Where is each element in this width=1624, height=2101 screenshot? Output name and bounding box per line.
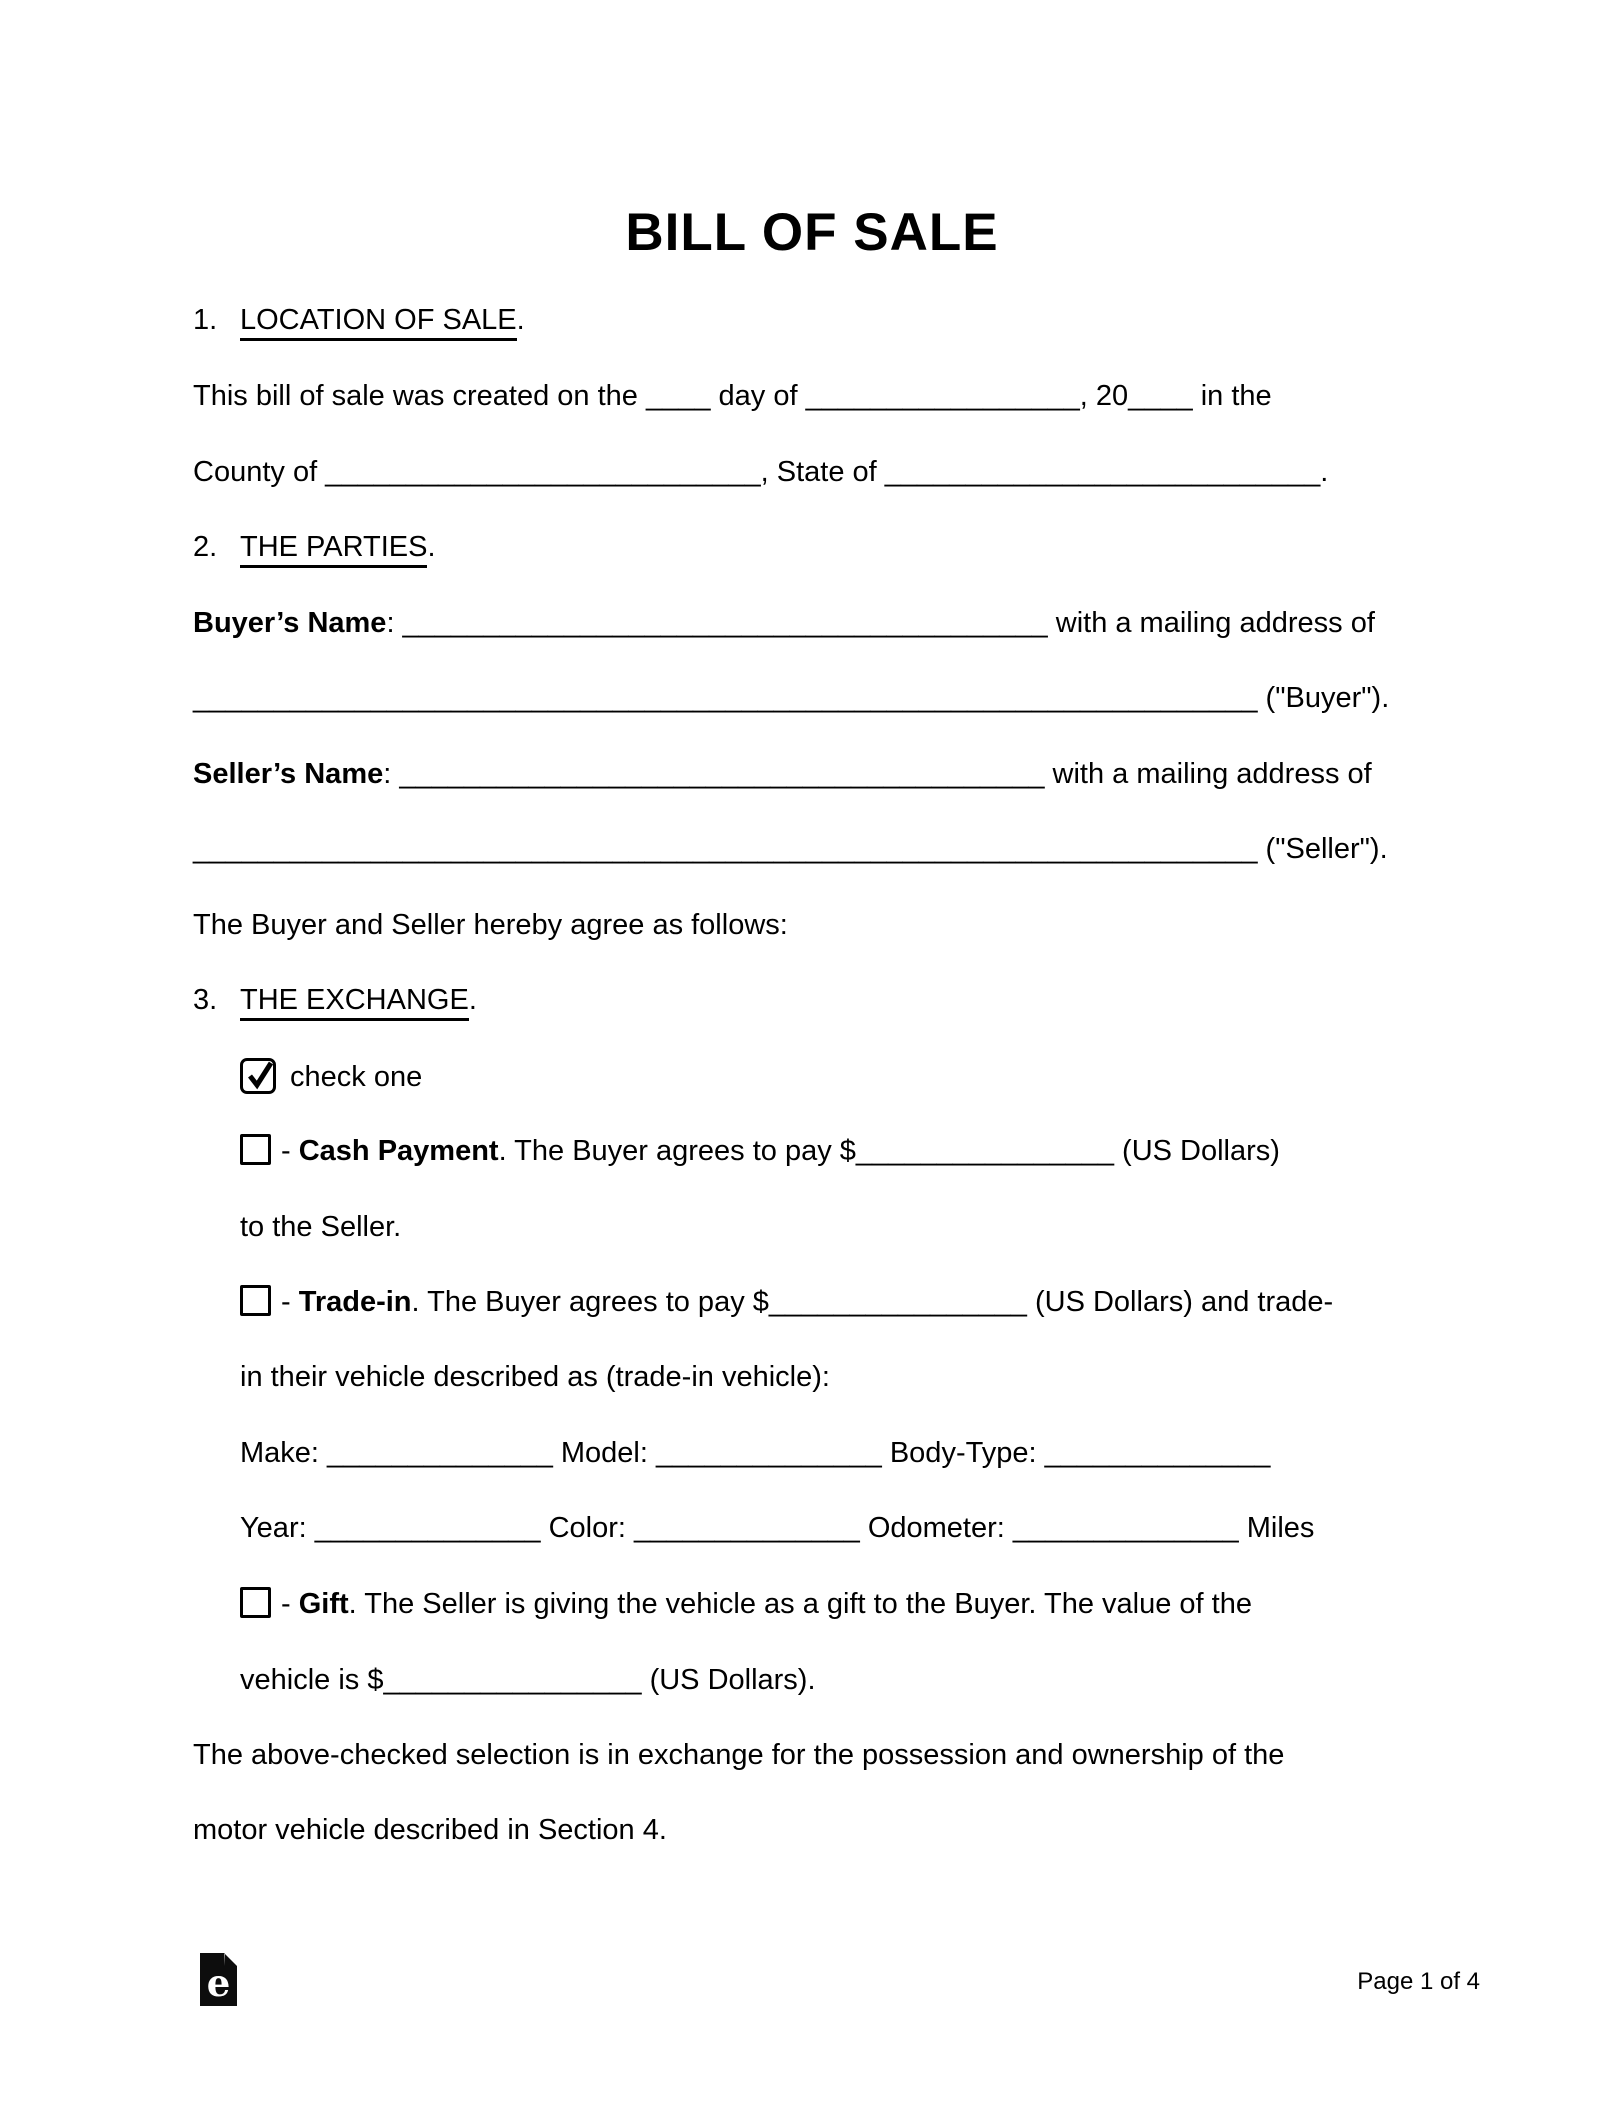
section-heading-period: . — [468, 984, 477, 1016]
section-number: 2. — [193, 531, 218, 563]
trade-in-option-line — [240, 1284, 1333, 1320]
gift-label: Gift — [298, 1588, 349, 1620]
eforms-document-logo — [200, 1953, 237, 2006]
section-heading-period: . — [427, 531, 436, 563]
section-heading-period: . — [516, 304, 525, 336]
buyer-name-blank: : ________________________________________ with a mailing address of — [386, 607, 1375, 639]
seller-name-blank: : ________________________________________ with a mailing address of — [383, 758, 1372, 790]
page-title: BILL OF SALE — [625, 202, 999, 262]
section-heading-text: THE PARTIES — [240, 531, 427, 568]
cash-payment-text: . The Buyer agrees to pay $________________ (US Dollars) — [498, 1135, 1280, 1167]
cash-payment-option-line — [240, 1133, 1280, 1169]
section-heading-text: THE EXCHANGE — [240, 984, 469, 1021]
buyer-address-line: __________________________________________________________________ ("Buyer"). — [193, 682, 1390, 714]
option-dash: - — [281, 1135, 299, 1167]
location-paragraph-line-1: This bill of sale was created on the ____ day of _________________, 20____ in the — [193, 380, 1272, 412]
agreement-intro-line: The Buyer and Seller hereby agree as follows: — [193, 909, 788, 941]
seller-name-label: Seller’s Name — [193, 758, 384, 790]
check-one-label: check one — [290, 1061, 423, 1093]
seller-name-line — [193, 756, 1372, 792]
buyer-name-line — [193, 605, 1375, 641]
trade-in-line-2: in their vehicle described as (trade-in vehicle): — [240, 1361, 830, 1393]
buyer-name-label: Buyer’s Name — [193, 607, 387, 639]
cash-payment-label: Cash Payment — [298, 1135, 499, 1167]
section-heading-location — [193, 302, 525, 338]
gift-option-line — [240, 1586, 1252, 1622]
trade-in-label: Trade-in — [298, 1286, 412, 1318]
check-one-line — [240, 1058, 422, 1095]
location-paragraph-line-2: County of ___________________________, State of ___________________________. — [193, 456, 1329, 488]
section-number: 3. — [193, 984, 218, 1016]
section-number: 1. — [193, 304, 218, 336]
gift-checkbox-icon[interactable] — [240, 1587, 271, 1618]
trade-in-text: . The Buyer agrees to pay $________________ (US Dollars) and trade- — [411, 1286, 1334, 1318]
gift-text: . The Seller is giving the vehicle as a gift to the Buyer. The value of the — [348, 1588, 1252, 1620]
section-heading-exchange — [193, 982, 477, 1018]
trade-in-vehicle-line-1: Make: ______________ Model: ______________ Body-Type: ______________ — [240, 1437, 1271, 1469]
section-heading-text: LOCATION OF SALE — [240, 304, 517, 341]
seller-address-line: __________________________________________________________________ ("Seller"). — [193, 833, 1388, 865]
page-indicator: Page 1 of 4 — [1357, 1968, 1480, 1995]
cash-payment-checkbox-icon[interactable] — [240, 1134, 271, 1165]
checkmark-icon — [244, 1059, 276, 1093]
option-dash: - — [281, 1286, 299, 1318]
cash-payment-line-2: to the Seller. — [240, 1211, 402, 1243]
section-heading-parties — [193, 529, 436, 565]
trade-in-vehicle-line-2: Year: ______________ Color: ______________ Odometer: ______________ Miles — [240, 1512, 1315, 1544]
trade-in-checkbox-icon[interactable] — [240, 1285, 271, 1316]
closing-paragraph-line-1: The above-checked selection is in exchange for the possession and ownership of the — [193, 1739, 1285, 1771]
gift-line-2: vehicle is $________________ (US Dollars). — [240, 1664, 816, 1696]
option-dash: - — [281, 1588, 299, 1620]
logo-letter: e — [206, 1960, 231, 2005]
checked-checkbox-icon[interactable] — [240, 1058, 276, 1094]
closing-paragraph-line-2: motor vehicle described in Section 4. — [193, 1814, 667, 1846]
